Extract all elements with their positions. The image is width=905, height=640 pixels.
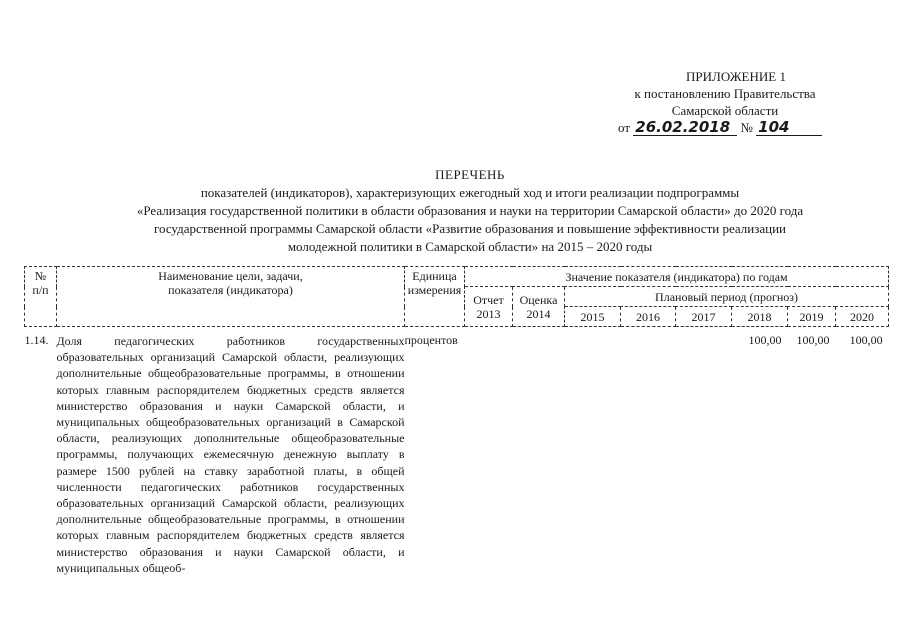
header-values: Значение показателя (индикатора) по годам xyxy=(465,267,889,287)
table-row xyxy=(25,327,889,577)
document-heading xyxy=(40,166,900,256)
appendix-signature-line xyxy=(600,119,850,136)
value-2013 xyxy=(465,327,513,577)
header-year-2018: 2018 xyxy=(732,307,788,327)
heading-main: ПЕРЕЧЕНЬ xyxy=(435,167,505,182)
appendix-block xyxy=(600,68,850,136)
value-2014 xyxy=(513,327,565,577)
appendix-line-1: к постановлению Правительства xyxy=(634,86,816,101)
header-year-2020: 2020 xyxy=(836,307,889,327)
header-name: Наименование цели, задачи, показателя (индикатора) xyxy=(57,267,405,327)
header-year-2017: 2017 xyxy=(676,307,732,327)
heading-line-4: молодежной политики в Самарской области» на 2015 – 2020 годы xyxy=(287,239,653,254)
header-year-2015: 2015 xyxy=(565,307,621,327)
header-plan: Плановый период (прогноз) xyxy=(565,287,889,307)
heading-line-1: показателей (индикаторов), характеризующих ежегодный ход и итоги реализации подпрограммы xyxy=(200,185,740,200)
row-description: Доля педагогических работников государственных образовательных организаций Самарской области, реализующих дополнительные общеобразовательные программы, в отношении которых главным распорядителем бюджетных средств является министерство образования и науки Самарской области, и муниципальных общеобразовательных организаций в Самарской области, реализующих дополнительные общеобразовательные программы, получающих ежемесячную денежную выплату в размере 1500 рублей на ставку заработной платы, в общей численности педагогических работников государственных образовательных организаций Самарской области, реализующих дополнительные общеобразовательные программы, в отношении которых главным распорядителем бюджетных средств является министерство образования и науки Самарской области, и муниципальных общеоб- xyxy=(56,334,405,575)
value-2016 xyxy=(621,327,676,577)
number-prefix: № xyxy=(740,120,753,135)
header-year-2019: 2019 xyxy=(788,307,836,327)
header-year-2016: 2016 xyxy=(621,307,676,327)
indicators-table xyxy=(24,266,889,576)
value-2017 xyxy=(676,327,732,577)
value-2015 xyxy=(565,327,621,577)
handwritten-number: 104 xyxy=(756,120,822,136)
header-report: Отчет 2013 xyxy=(465,287,513,327)
value-2019: 100,00 xyxy=(796,333,830,347)
appendix-line-2: Самарской области xyxy=(671,103,779,118)
value-2018: 100,00 xyxy=(748,333,782,347)
header-num: № п/п xyxy=(25,267,57,327)
row-unit: процентов xyxy=(404,333,458,347)
header-estimate: Оценка 2014 xyxy=(513,287,565,327)
value-2020: 100,00 xyxy=(849,333,883,347)
heading-line-3: государственной программы Самарской области «Развитие образования и повышение эффективности реализации xyxy=(154,221,786,236)
handwritten-date: 26.02.2018 xyxy=(633,120,737,136)
row-number: 1.14. xyxy=(24,333,49,347)
appendix-title: ПРИЛОЖЕНИЕ 1 xyxy=(686,69,786,84)
header-unit: Единица измерения xyxy=(405,267,465,327)
heading-line-2: «Реализация государственной политики в области образования и науки на территории Самарской области» до 2020 года xyxy=(136,203,804,218)
date-prefix: от xyxy=(618,120,631,135)
